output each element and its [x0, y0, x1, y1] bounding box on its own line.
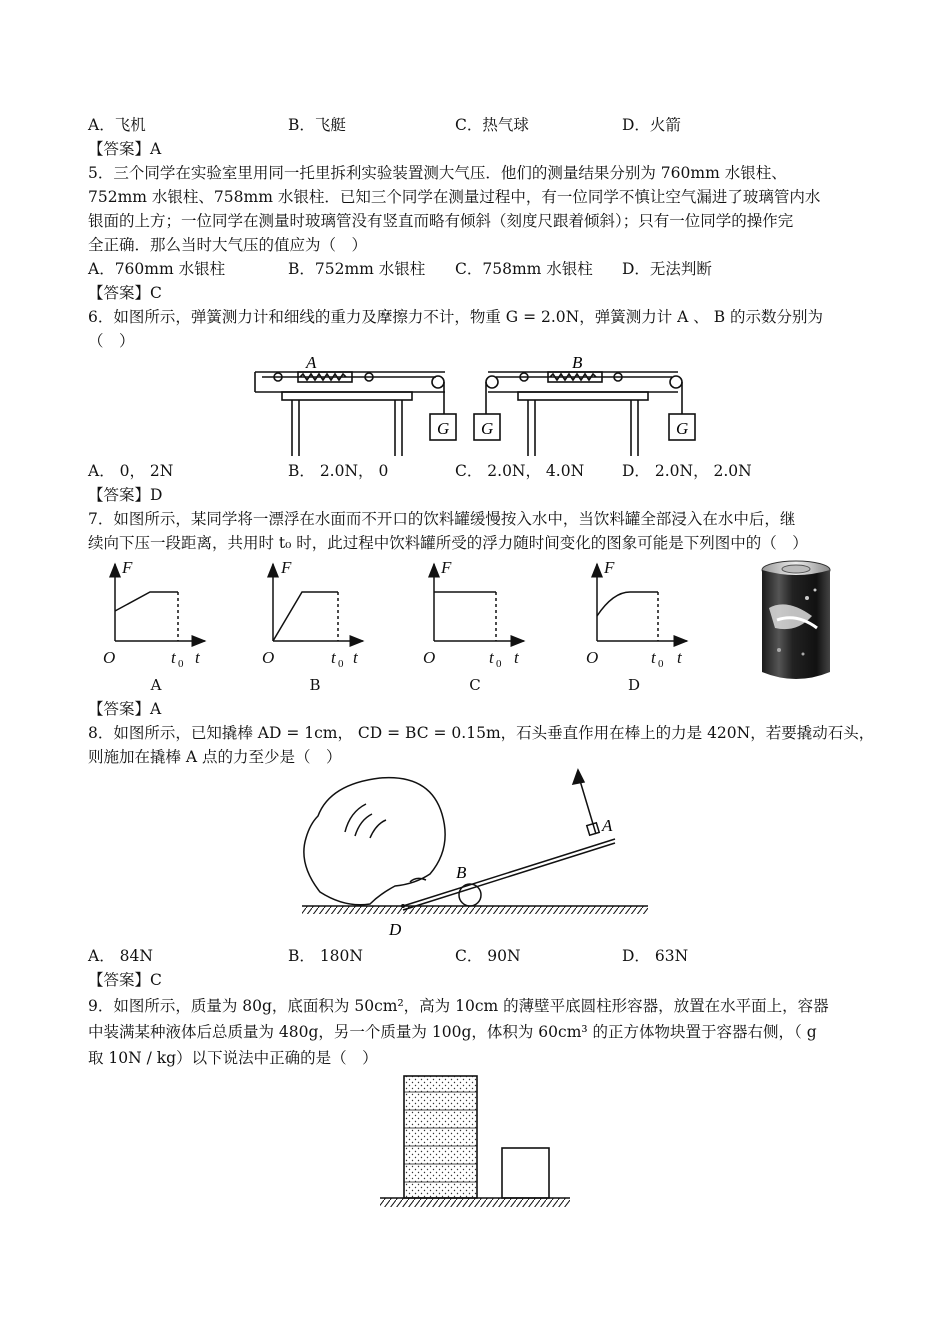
q7-line-2: 续向下压一段距离，共用时 t₀ 时，此过程中饮料罐所受的浮力随时间变化的图象可能是下列图中的（ ） — [88, 534, 808, 552]
q9-line-1: 9．如图所示，质量为 80g，底面积为 50cm²，高为 10cm 的薄壁平底圆柱形容器，放置在水平面上，容器 — [88, 997, 829, 1015]
q7-caption-b: B — [309, 676, 321, 694]
svg-text:F: F — [281, 558, 292, 577]
svg-text:t: t — [353, 648, 358, 667]
q7-caption-c: C — [469, 676, 481, 694]
q7-caption-d: D — [627, 676, 641, 694]
q8-option-a: A． 84N — [88, 947, 153, 965]
svg-text:O: O — [586, 648, 599, 667]
q9-container-figure — [0, 1072, 950, 1212]
q8-label-d: D — [389, 920, 402, 939]
q6-spring-scale-figure — [0, 352, 950, 472]
q7-answer: 【答案】A — [88, 700, 162, 718]
q5-answer: 【答案】C — [88, 284, 162, 302]
q5-option-d: D．无法判断 — [622, 260, 712, 278]
q6-line-2: （ ） — [88, 332, 135, 350]
svg-text:O: O — [103, 648, 116, 667]
q6-option-c: C． 2.0N， 4.0N — [455, 462, 585, 480]
svg-text:0: 0 — [658, 658, 664, 670]
q6-weight-label: G — [481, 419, 494, 438]
q6-answer: 【答案】D — [88, 486, 163, 504]
q6-line-1: 6．如图所示，弹簧测力计和细线的重力及摩擦力不计，物重 G = 2.0N，弹簧测力计 A 、 B 的示数分别为 — [88, 308, 824, 326]
svg-text:F: F — [604, 558, 615, 577]
svg-text:0: 0 — [496, 658, 502, 670]
q6-label-a: A — [306, 353, 317, 372]
q6-weight-label: G — [676, 419, 689, 438]
q8-option-c: C． 90N — [455, 947, 521, 965]
q5-option-a: A．760mm 水银柱 — [88, 260, 226, 278]
svg-text:t: t — [677, 648, 682, 667]
svg-text:O: O — [423, 648, 436, 667]
svg-text:t: t — [651, 648, 656, 667]
svg-text:t: t — [171, 648, 176, 667]
svg-text:t: t — [514, 648, 519, 667]
q7-line-1: 7．如图所示，某同学将一漂浮在水面而不开口的饮料罐缓慢按入水中，当饮料罐全部浸入在水中后，继 — [88, 510, 796, 528]
q7-caption-a: A — [150, 676, 162, 694]
q8-option-d: D． 63N — [622, 947, 689, 965]
q8-label-b: B — [456, 863, 467, 882]
svg-text:F: F — [441, 558, 452, 577]
q8-lever-figure — [0, 764, 950, 944]
q5-line-3: 银面的上方；一位同学在测量时玻璃管没有竖直而略有倾斜（刻度尺跟着倾斜）；只有一位同学的操作完 — [88, 212, 794, 230]
q4-option-c: C．热气球 — [455, 116, 529, 134]
soda-can-image — [757, 558, 835, 686]
q8-line-1: 8．如图所示，已知撬棒 AD = 1cm， CD = BC = 0.15m，石头垂直作用在棒上的力是 420N，若要撬动石头， — [88, 724, 875, 742]
q6-label-b: B — [572, 353, 583, 372]
svg-text:0: 0 — [338, 658, 344, 670]
q9-line-3: 取 10N / kg）以下说法中正确的是（ ） — [88, 1049, 378, 1067]
q6-option-d: D． 2.0N， 2.0N — [622, 462, 752, 480]
q4-answer: 【答案】A — [88, 140, 162, 158]
svg-text:t: t — [331, 648, 336, 667]
q8-answer: 【答案】C — [88, 971, 162, 989]
q5-option-b: B．752mm 水银柱 — [288, 260, 426, 278]
q6-option-a: A． 0， 2N — [88, 462, 174, 480]
svg-text:O: O — [262, 648, 275, 667]
svg-text:t: t — [489, 648, 494, 667]
svg-text:0: 0 — [178, 658, 184, 670]
q4-option-b: B．飞艇 — [288, 116, 346, 134]
q9-line-2: 中装满某种液体后总质量为 480g，另一个质量为 100g，体积为 60cm³ 的正方体物块置于容器右侧，（ g — [88, 1023, 817, 1041]
q6-option-b: B． 2.0N， 0 — [288, 462, 389, 480]
q8-line-2: 则施加在撬棒 A 点的力至少是（ ） — [88, 748, 342, 766]
q5-line-4: 全正确．那么当时大气压的值应为（ ） — [88, 236, 368, 254]
q8-option-b: B． 180N — [288, 947, 363, 965]
q4-option-a: A．飞机 — [88, 116, 146, 134]
q5-option-c: C．758mm 水银柱 — [455, 260, 593, 278]
svg-text:F: F — [122, 558, 133, 577]
q6-weight-label: G — [437, 419, 450, 438]
q5-line-1: 5．三个同学在实验室里用同一托里拆利实验装置测大气压．他们的测量结果分别为 760mm 水银柱、 — [88, 164, 787, 182]
q8-label-a: A — [602, 816, 613, 835]
svg-text:t: t — [195, 648, 200, 667]
q4-option-d: D．火箭 — [622, 116, 681, 134]
q5-line-2: 752mm 水银柱、758mm 水银柱．已知三个同学在测量过程中，有一位同学不慎让空气漏进了玻璃管内水 — [88, 188, 821, 206]
